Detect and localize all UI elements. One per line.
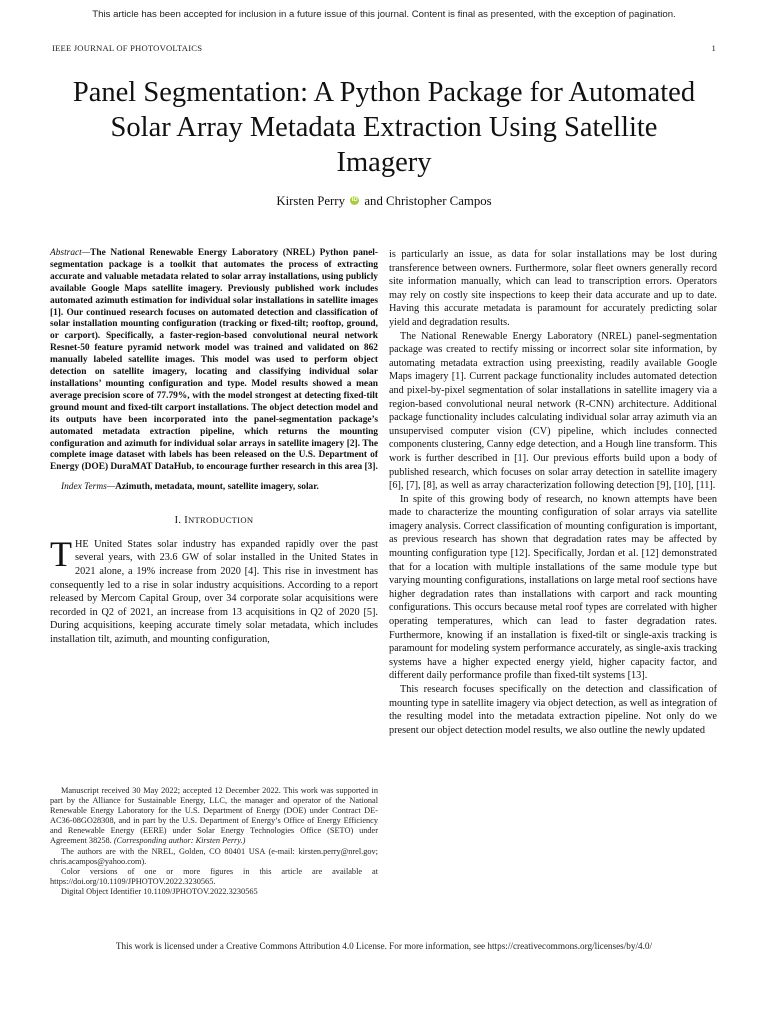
footnote-affiliation: The authors are with the NREL, Golden, CO 80401 USA (e-mail: kirsten.perry@nrel.gov; chris.acampos@yahoo.com). [50, 846, 378, 866]
footnote-doi: Digital Object Identifier 10.1109/JPHOTOV.2022.3230565 [61, 886, 258, 896]
body-paragraph-1: is particularly an issue, as data for solar installations may be lost during transference between owners. Furthermore, solar fleet owners generally record site information manually, which can lead to transcription errors. Operators may rely on costly site inspections to keep their data accurate and up to date. Having this accurate metadata is paramount for accurately predicting solar yield and degradation results. [389, 249, 717, 328]
right-column [389, 248, 717, 737]
abstract [50, 248, 378, 474]
section-heading-introduction [50, 514, 378, 528]
index-terms-text: Azimuth, metadata, mount, satellite imagery, solar. [115, 482, 319, 493]
body-paragraph-4: This research focuses specifically on the detection and classification of mounting type in satellite imagery via object detection, as well as integration of the resulting model into the metadata extraction pipeline. Not only do we present our object detection model results, we also outline the newly updated [389, 684, 717, 736]
intro-text: United States solar industry has expanded rapidly over the past several years, with 23.6 GW of solar installed in the United States in 2021 alone, a 19% increase from 2020 [4]. This rise in investment has consequently led to a rise in solar industry acquisitions. According to a report released by Mercom Capital Group, over 34 corporate solar acquisitions were recorded in Q2 of 2021, an increase from 13 acquisitions in Q2 of 2020 [5]. During acquisitions, keeping accurate timely solar metadata, which includes installation tilt, azimuth, and mounting configuration, [50, 538, 378, 645]
author-christopher-campos: and Christopher Campos [364, 194, 492, 208]
journal-name: IEEE JOURNAL OF PHOTOVOLTAICS [52, 43, 203, 53]
orcid-icon[interactable]: iD [351, 197, 358, 203]
section-title-rest: NTRODUCTION [187, 515, 254, 526]
author-kirsten-perry[interactable]: Kirsten Perry [276, 194, 345, 208]
acceptance-notice: This article has been accepted for inclusion in a future issue of this journal. Content is final as presented, with the exception of pagination. [92, 9, 676, 20]
paper-title: Panel Segmentation: A Python Package for Automated Solar Array Metadata Extraction Using Satellite Imagery [72, 77, 696, 178]
section-numeral: I. [174, 515, 185, 527]
body-paragraph-3: In spite of this growing body of research, no known attempts have been made to characterize the mounting configuration of solar arrays via satellite imagery analysis. Correct classification of mounting configuration is important, as previous research has shown that degradation rates may be affected by mounting configuration type [12]. Specifically, Jordan et al. [12] demonstrated that for a location with multiple installations of the same module type but varying mounting configurations, installations on large metal roof sections have higher degradation rates than installations with carport and rack mounting configurations. This occurs because metal roof types are correlated with higher operating temperatures, which can lead to faster degradation rates. Furthermore, knowing if an installation is fixed-tilt or single-axis tracking is paramount for modeling system performance accurately, as single-axis tracking systems have a higher expected energy yield, higher capacity factor, and different daily performance profile than fixed-tilt systems [13]. [389, 493, 717, 682]
intro-paragraph [50, 533, 378, 647]
footnote-manuscript-text: Manuscript received 30 May 2022; accepted 12 December 2022. This work was supported in part by the Alliance for Sustainable Energy, LLC, the manager and operator of the National Renewable Energy Laboratory for the U.S. Department of Energy (DOE) under Contract DE-AC36-08GO28308, and in part by the U.S. Department of Energy’s Office of Energy Efficiency and Renewable Energy (EERE) under Solar Energy Technologies Office (SETO) under Agreement 38258. [50, 786, 378, 846]
license-notice: This work is licensed under a Creative Commons Attribution 4.0 License. For more information, see https://creativecommons.org/licenses/by/4.0/ [115, 941, 653, 951]
section-title-initial: I [184, 515, 188, 527]
index-terms-label: Index Terms— [61, 482, 116, 493]
footnotes [50, 786, 378, 897]
abstract-text: The National Renewable Energy Laboratory (NREL) Python panel-segmentation package is a toolkit that automates the process of extracting accurate and valuable metadata related to solar array installations, using publicly available Google Maps satellite imagery. Previously published work includes automated azimuth estimation for individual solar installations in satellite images [1]. Our continued research focuses on automated detection and classification of solar installation mounting configuration (tracking or fixed-tilt; rooftop, ground, or carport). Specifically, a faster-region-based convolutional neural network Resnet-50 feature pyramid network model was trained and validated on 862 manually labeled satellite images. This model was used to perform object detection on satellite imagery, locating and classifying individual solar installations’ mounting configuration and type. Model results showed a mean average precision score of 77.79%, with the model strongest at detecting fixed-tilt ground mount and fixed-tilt carport installations. The object detection model and its outputs have been incorporated into the panel-segmentation package’s automated metadata extraction pipeline, which returns the mounting configuration and azimuth for individual solar arrays in satellite imagery [2]. The complete image dataset with labels has been released on the U.S. Department of Energy (DOE) DuraMAT DataHub, to encourage further research in this area [3]. [50, 248, 378, 473]
intro-lead-word: HE [75, 538, 89, 550]
running-head [52, 43, 716, 53]
drop-cap: T [50, 533, 72, 574]
index-terms [50, 482, 378, 494]
abstract-label: Abstract— [50, 248, 91, 258]
body-paragraph-2: The National Renewable Energy Laboratory (NREL) panel-segmentation package was created to rectify missing or incorrect solar site information, by automating metadata extraction using preexisting, readily available Google Maps imagery [1]. Current package functionality includes automated detection and pixel-by-pixel segmentation of solar installations in satellite imagery via a region-based convolutional neural network (R-CNN) architecture. Additional package functionality includes calculating individual solar array azimuth via an unsupervised computer vision (CV) pipeline, which includes connected components clustering, Canny edge detection, and a Hough line transform. This work is further described in [1]. Our previous efforts build upon a body of published research, which focuses on solar array detection in satellite imagery [6], [7], [8], as well as array characterization following detection [9], [10], [11]. [389, 330, 717, 492]
corresponding-author: (Corresponding author: Kirsten Perry.) [113, 836, 246, 846]
author-line [0, 194, 768, 209]
left-column [50, 248, 378, 646]
footnote-manuscript [50, 786, 378, 847]
footnote-color-versions[interactable]: Color versions of one or more figures in this article are available at https://doi.org/10.1109/JPHOTOV.2022.3230565. [50, 866, 378, 886]
page-number: 1 [711, 43, 716, 53]
